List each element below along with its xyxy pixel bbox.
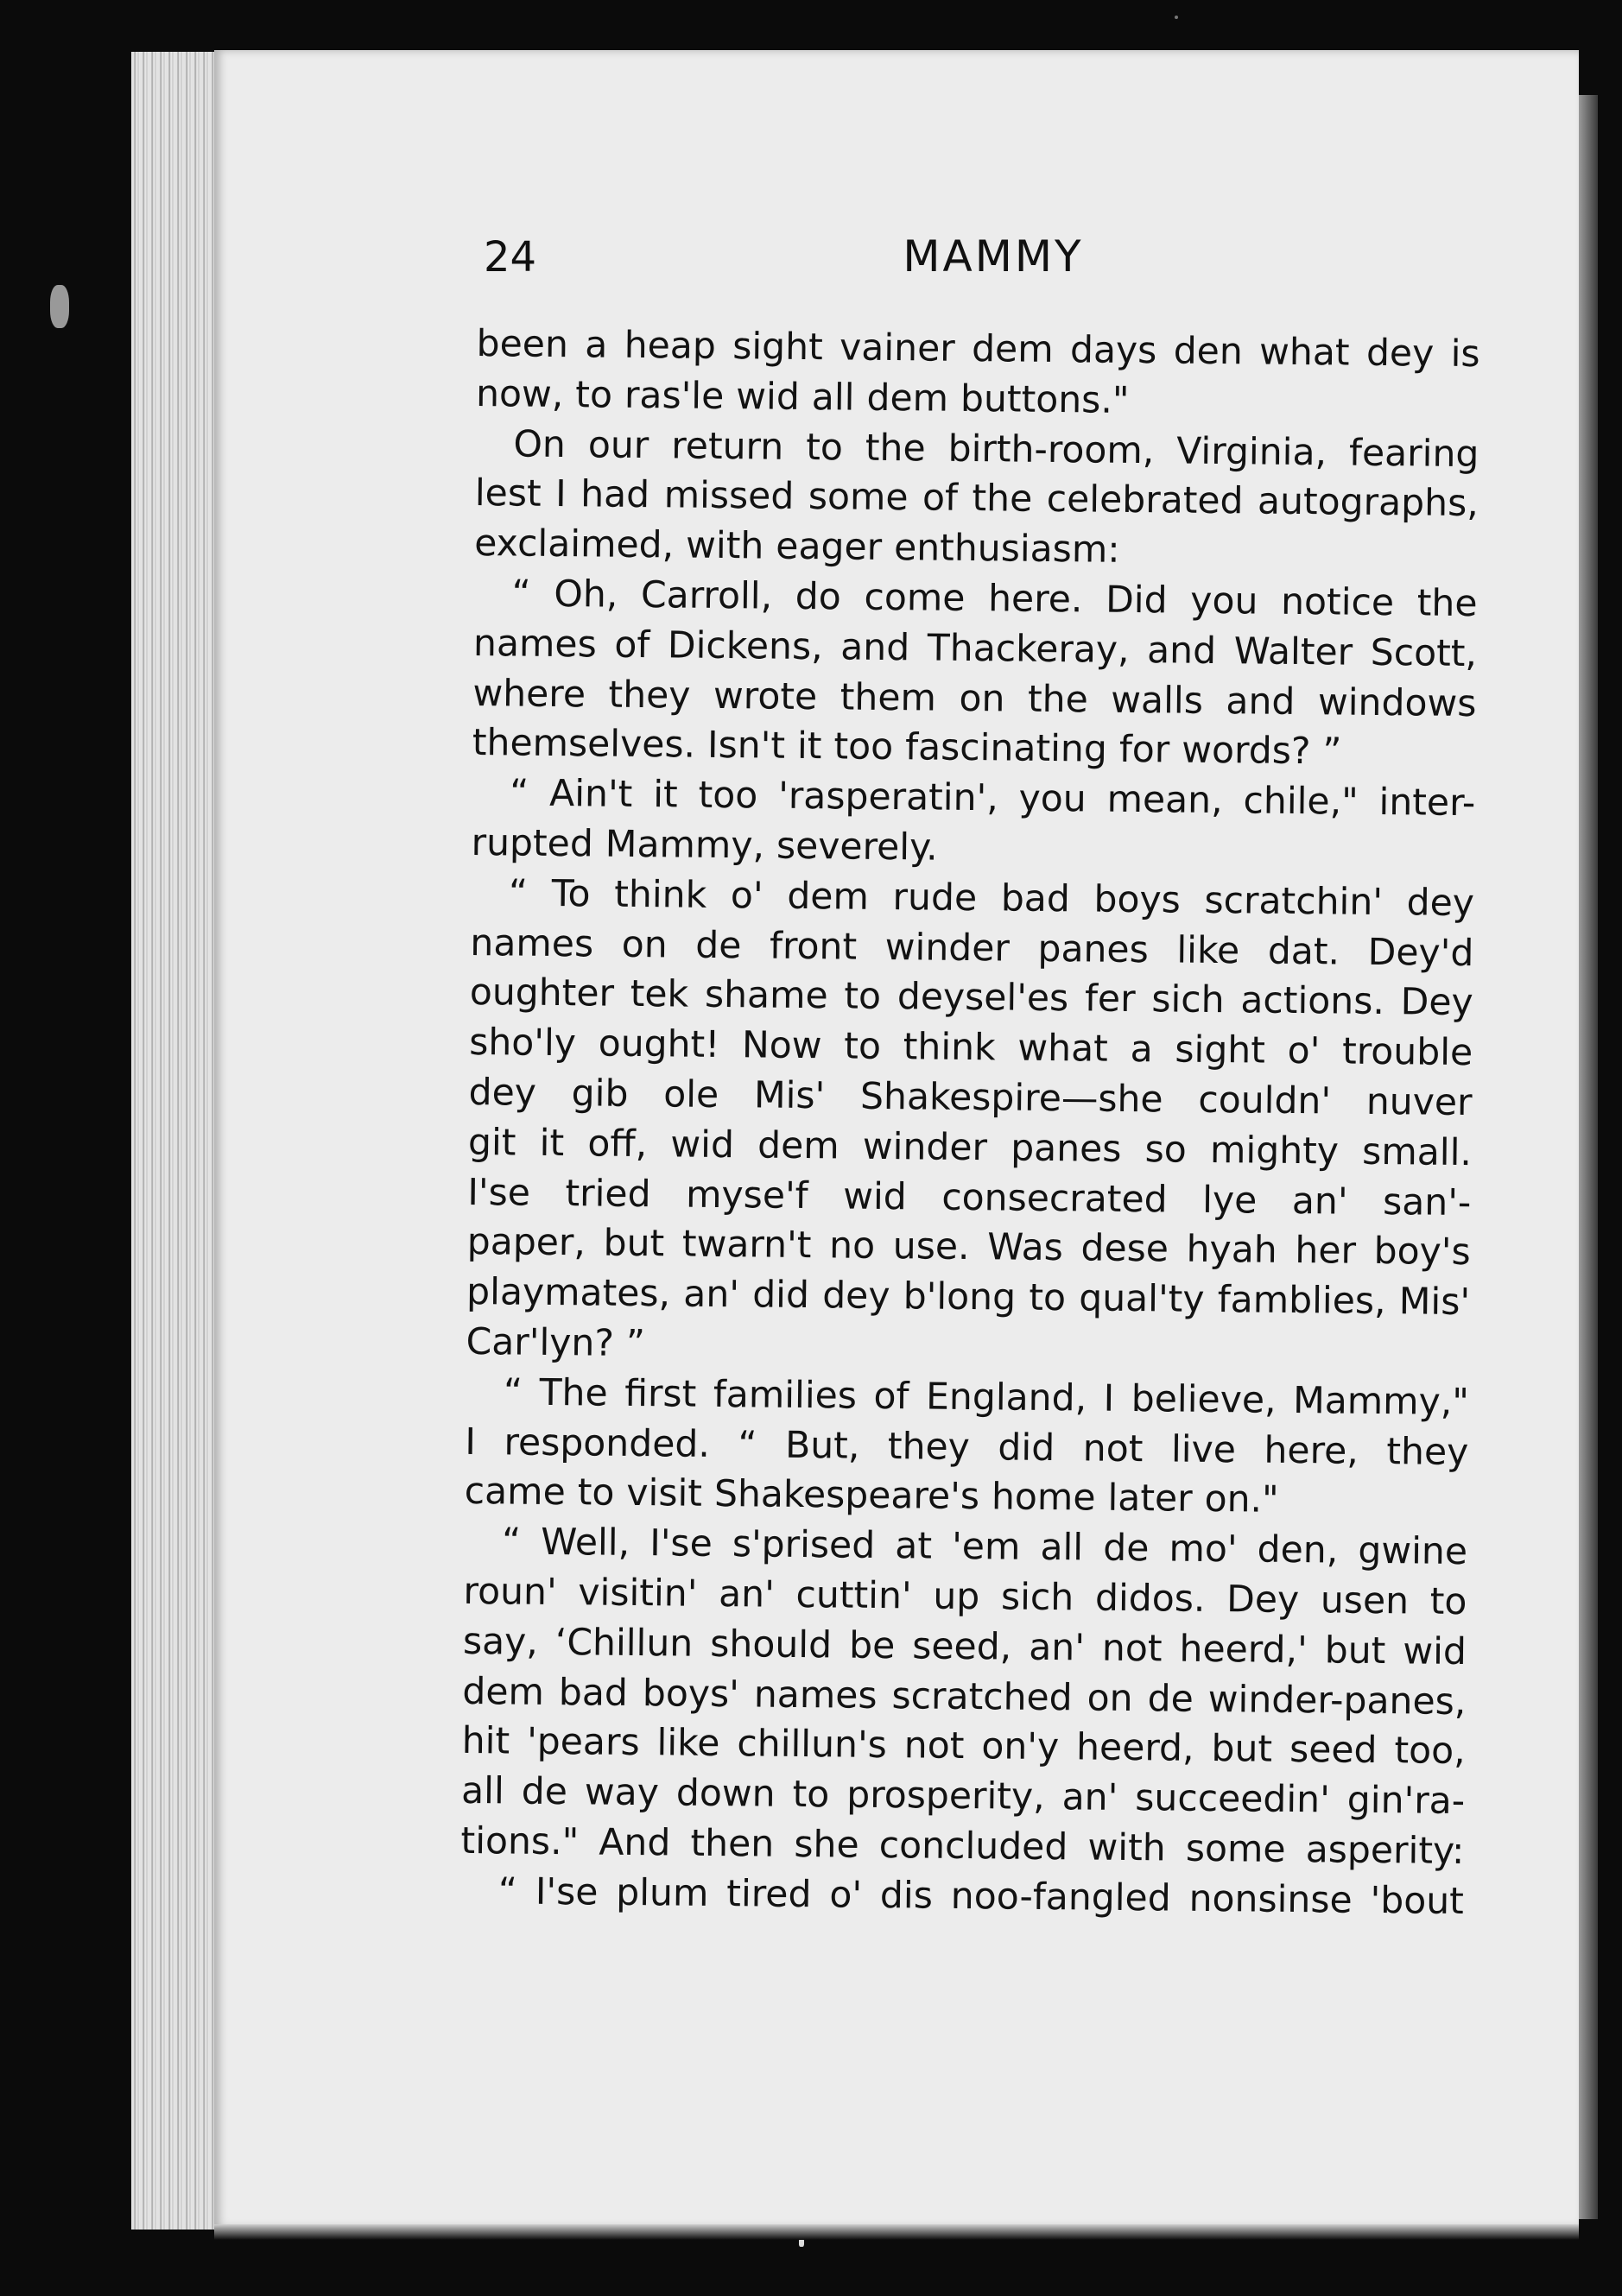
- text-line: paper, but twarn't no use. Was dese hyah her boy's: [466, 1221, 1471, 1275]
- text-line: dey gib ole Mis' Shakespire—she couldn' nuver: [468, 1071, 1473, 1125]
- text-line: came to visit Shakespeare's home later on.": [464, 1471, 1279, 1522]
- text-line: sho'ly ought! Now to think what a sight o' trouble: [468, 1021, 1473, 1075]
- text-line: names on de front winder panes like dat. Dey'd: [470, 921, 1474, 975]
- text-line: rupted Mammy, severely.: [471, 821, 938, 870]
- text-line: “ Well, I'se s'prised at 'em all de mo' den, gwine: [501, 1521, 1468, 1574]
- text-line: oughter tek shame to deysel'es fer sich actions. Dey: [469, 971, 1473, 1025]
- text-line: I'se tried myse'f wid consecrated lye an' san'-: [467, 1171, 1472, 1224]
- page-number: 24: [484, 233, 537, 281]
- text-line: Car'lyn? ”: [466, 1320, 646, 1366]
- text-line: dem bad boys' names scratched on de winder-panes,: [462, 1670, 1467, 1724]
- text-line: tions." And then she concluded with some asperity:: [460, 1819, 1465, 1873]
- page-edges: [131, 52, 226, 2230]
- page-bottom-shadow: [214, 2224, 1579, 2240]
- text-line: “ I'se plum tired o' dis noo-fangled nonsinse 'bout: [497, 1870, 1465, 1923]
- text-line: all de way down to prosperity, an' succeedin' gin'ra-: [460, 1770, 1466, 1824]
- text-line: exclaimed, with eager enthusiasm:: [474, 522, 1120, 572]
- text-line: say, ‘Chillun should be seed, an' not heerd,' but wid: [462, 1620, 1467, 1673]
- text-line: git it off, wid dem winder panes so mighty small.: [467, 1121, 1473, 1174]
- text-line: “ Ain't it too 'rasperatin', you mean, chile," inter-: [509, 772, 1476, 825]
- text-line: hit 'pears like chillun's not on'y heerd, but seed too,: [461, 1720, 1466, 1774]
- scan-speck: [1175, 16, 1178, 19]
- scan-smudge: [50, 285, 69, 328]
- text-line: names of Dickens, and Thackeray, and Walter Scott,: [472, 622, 1478, 675]
- text-line: lest I had missed some of the celebrated autographs,: [474, 472, 1479, 526]
- page-header: [484, 226, 1546, 287]
- text-line: been a heap sight vainer dem days den what dey is: [476, 322, 1480, 376]
- binding-shadow: [1579, 95, 1598, 2219]
- text-line: “ To think o' dem rude bad boys scratchin' dey: [508, 872, 1475, 925]
- running-title: MAMMY: [903, 231, 1084, 281]
- text-line: I responded. “ But, they did not live here, they: [465, 1420, 1469, 1474]
- text-line: themselves. Isn't it too fascinating for words? ”: [472, 722, 1342, 774]
- body-text: [460, 319, 1480, 1927]
- text-line: “ Oh, Carroll, do come here. Did you notice the: [511, 572, 1478, 626]
- text-line: where they wrote them on the walls and windows: [472, 672, 1477, 725]
- text-line: On our return to the birth-room, Virginia, fearing: [513, 423, 1479, 476]
- text-line: roun' visitin' an' cuttin' up sich didos. Dey usen to: [463, 1570, 1467, 1624]
- text-line: “ The first families of England, I believe, Mammy,": [503, 1371, 1470, 1424]
- text-line: now, to ras'le wid all dem buttons.": [475, 372, 1130, 422]
- text-line: playmates, an' did dey b'long to qual'ty famblies, Mis': [466, 1271, 1471, 1325]
